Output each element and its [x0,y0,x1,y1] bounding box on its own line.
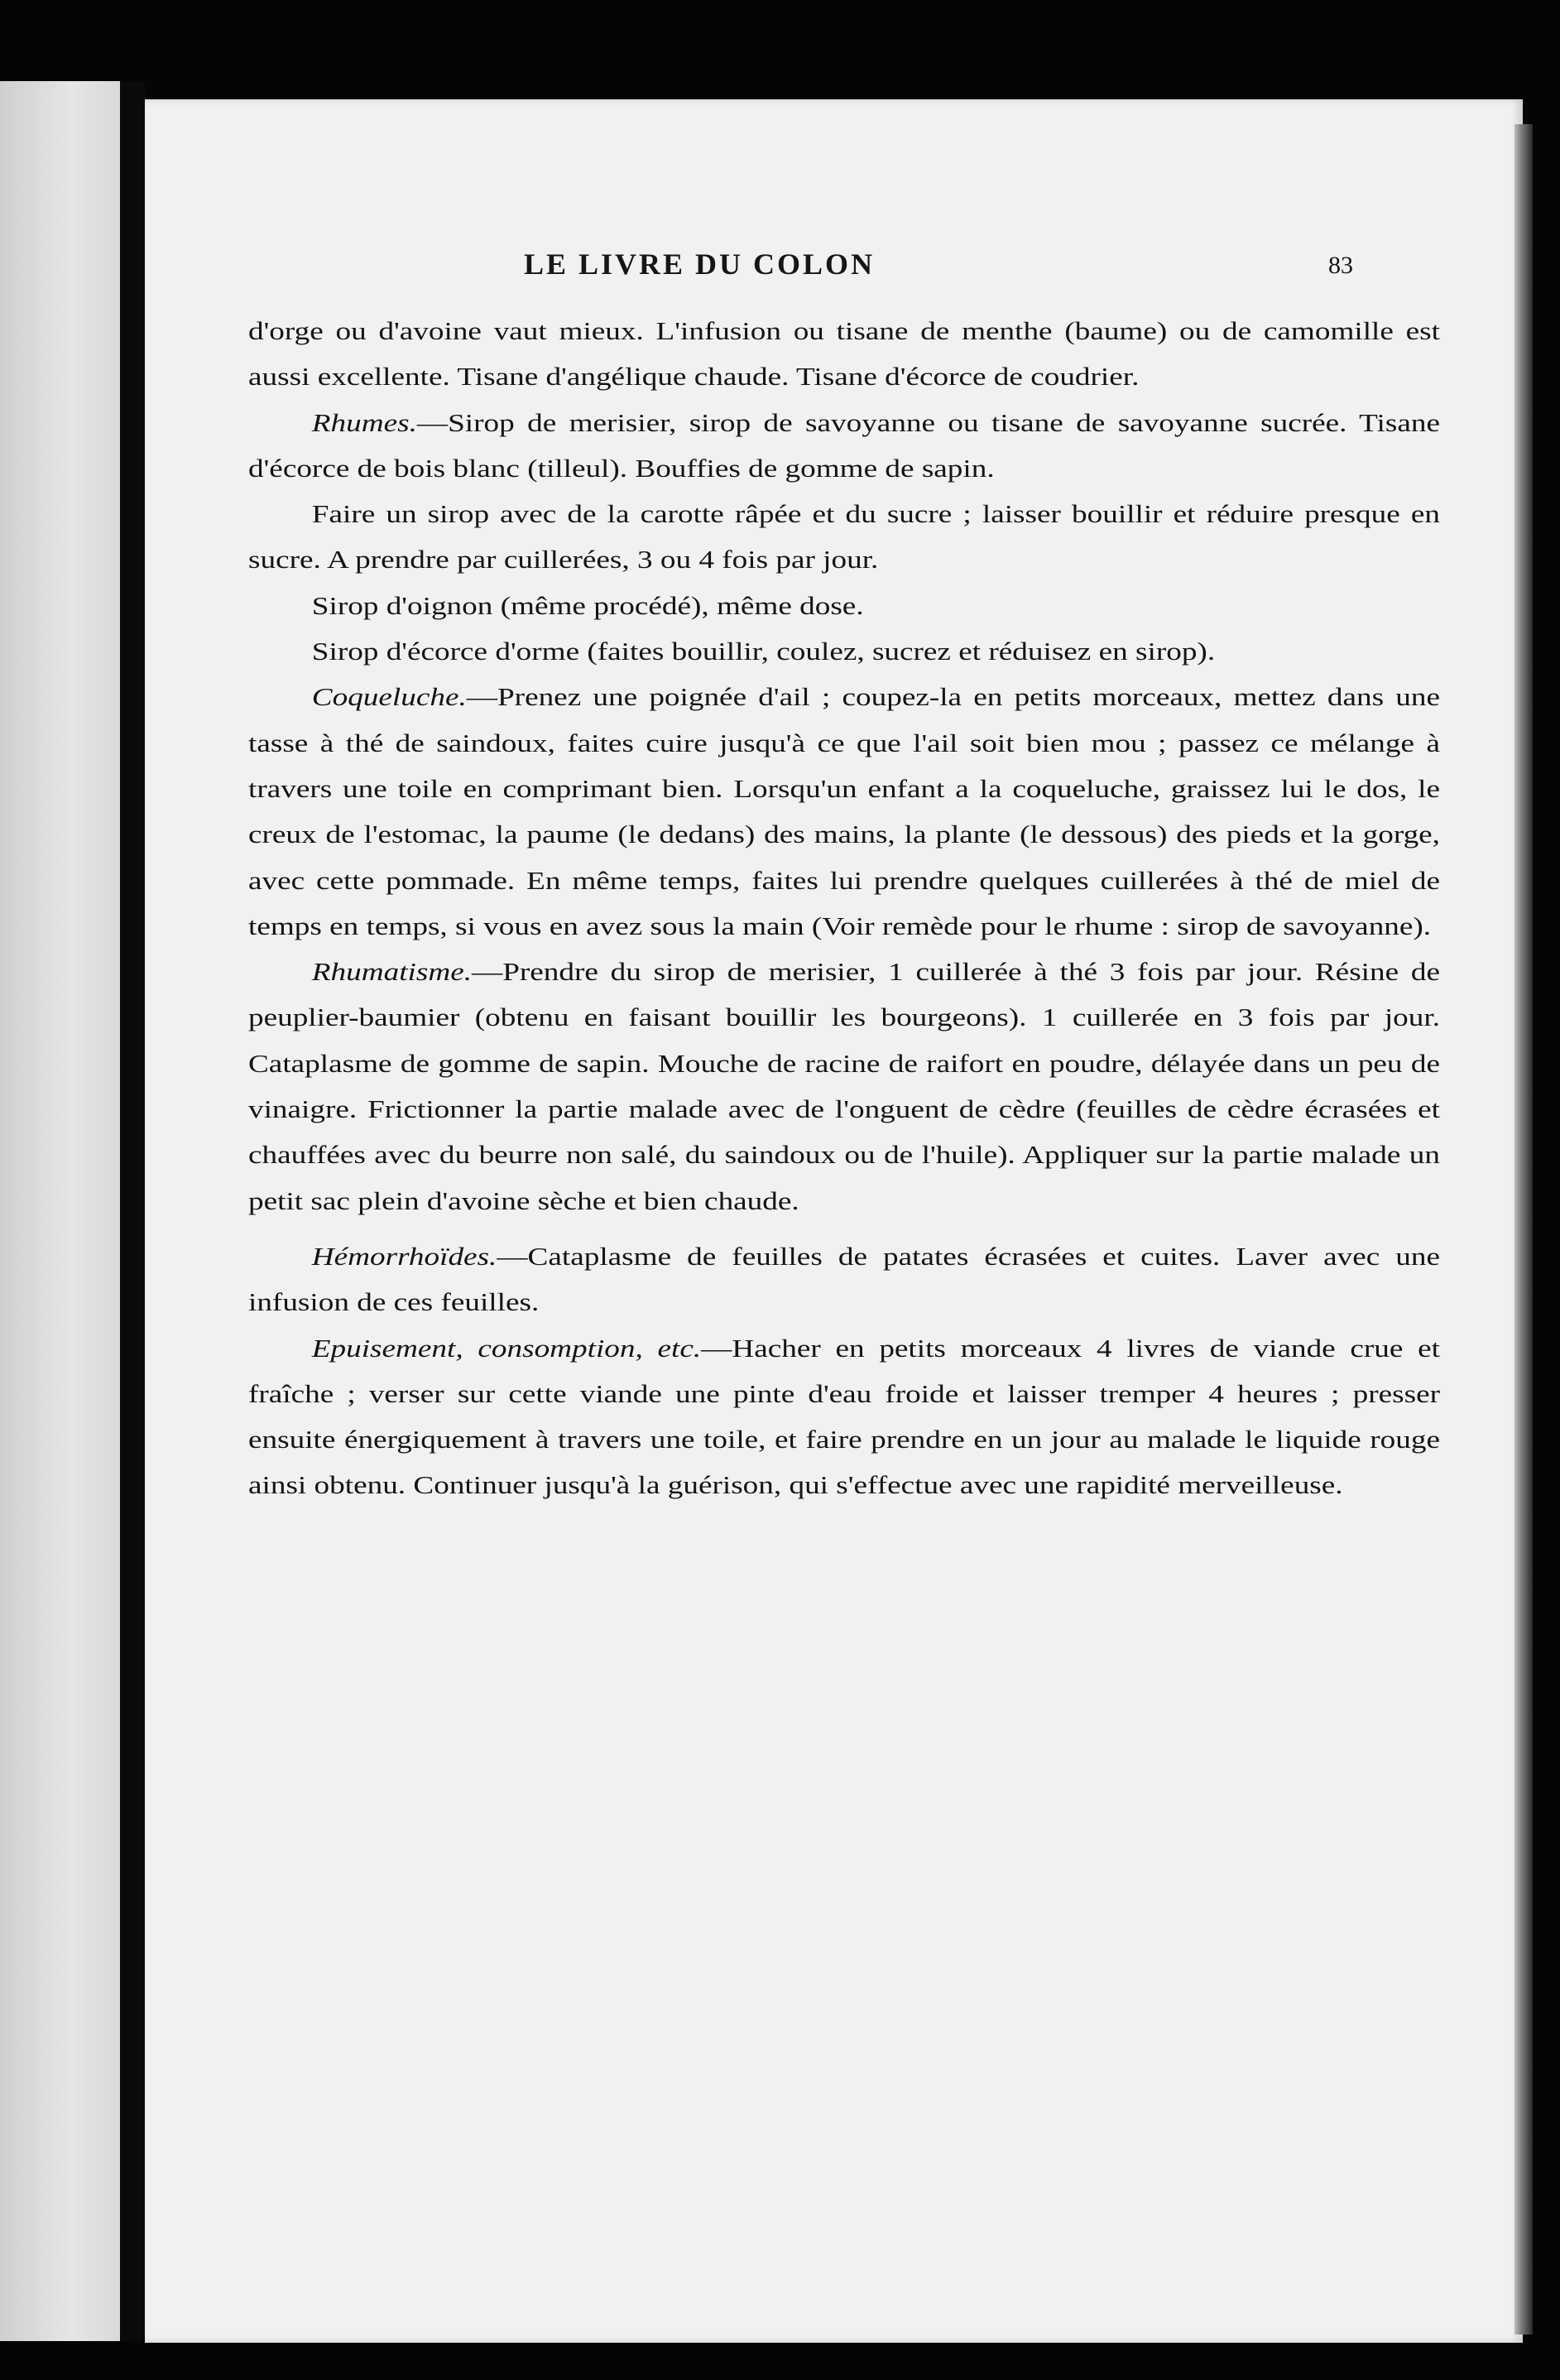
page-header [377,247,1353,296]
page-body [248,308,1440,1508]
paragraph-text: —Cataplasme de feuilles de patates écrasées et cuites. Laver avec une infusion de ces feuilles. [248,1241,1441,1317]
right-page-edge [1514,124,1533,2334]
paragraph [248,583,1440,628]
paragraph-heading: Rhumatisme. [311,957,473,987]
paragraph-text: —Prendre du sirop de merisier, 1 cuillerée à thé 3 fois par jour. Résine de peuplier-baumier (obtenu en faisant bouillir les bourgeons). 1 cuillerée en 3 fois par jour. Cataplasme de gomme de sapin. Mouche de racine de raifort en poudre, délayée dans un peu de vinaigre. Frictionner la partie malade avec de l'onguent de cèdre (feuilles de cèdre écrasées et chauffées avec du beurre non salé, du saindoux ou de l'huile). Appliquer sur la partie malade un petit sac plein d'avoine sèche et bien chaude. [248,957,1440,1215]
paragraph [248,1233,1440,1325]
page-number: 83 [1328,252,1353,279]
paragraph-text: —Prenez une poignée d'ail ; coupez-la en petits morceaux, mettez dans une tasse à thé de saindoux, faites cuire jusqu'à ce que l'ail soit bien mou ; passez ce mélange à travers une toile en comprimant bien. Lorsqu'un enfant a la coqueluche, graissez lui le dos, le creux de l'estomac, la paume (le dedans) des mains, la plante (le dessous) des pieds et la gorge, avec cette pommade. En même temps, faites lui prendre quelques cuillerées à thé de miel de temps en temps, si vous en avez sous la main (Voir remède pour le rhume : sirop de savoyanne). [248,682,1441,940]
paragraph [248,308,1440,400]
paragraph-heading: Hémorrhoïdes. [311,1241,497,1271]
paragraph [248,949,1440,1224]
paragraph [248,400,1440,492]
paragraph-text: Sirop d'écorce d'orme (faites bouillir, coulez, sucrez et réduisez en sirop). [311,637,1216,666]
paragraph-text: —Sirop de merisier, sirop de savoyanne ou tisane de savoyanne sucrée. Tisane d'écorce de bois blanc (tilleul). Bouffies de gomme de sapin. [248,407,1441,483]
paragraph [248,628,1440,674]
paragraph-text: —Hacher en petits morceaux 4 livres de viande crue et fraîche ; verser sur cette viande une pinte d'eau froide et laisser tremper 4 heures ; presser ensuite énergiquement à travers une toile, et faire prendre en un jour au malade le liquide rouge ainsi obtenu. Continuer jusqu'à la guérison, qui s'effectue avec une rapidité merveilleuse. [248,1333,1440,1500]
paragraph [248,1325,1440,1508]
paragraph [248,674,1440,949]
paragraph-text: d'orge ou d'avoine vaut mieux. L'infusion ou tisane de menthe (baume) ou de camomille est aussi excellente. Tisane d'angélique chaude. Tisane d'écorce de coudrier. [248,316,1440,392]
running-head: LE LIVRE DU COLON [524,248,876,281]
paragraph-heading: Rhumes. [311,407,417,437]
paragraph-heading: Epuisement, consomption, etc. [311,1333,702,1363]
paragraph-text: Faire un sirop avec de la carotte râpée et du sucre ; laisser bouillir et réduire presque en sucre. A prendre par cuillerées, 3 ou 4 fois par jour. [248,499,1440,575]
paragraph-text: Sirop d'oignon (même procédé), même dose. [311,590,864,620]
paragraph [248,491,1440,583]
paragraph-heading: Coqueluche. [311,682,467,712]
book-gutter [120,81,145,2341]
left-page-edge [0,81,120,2341]
